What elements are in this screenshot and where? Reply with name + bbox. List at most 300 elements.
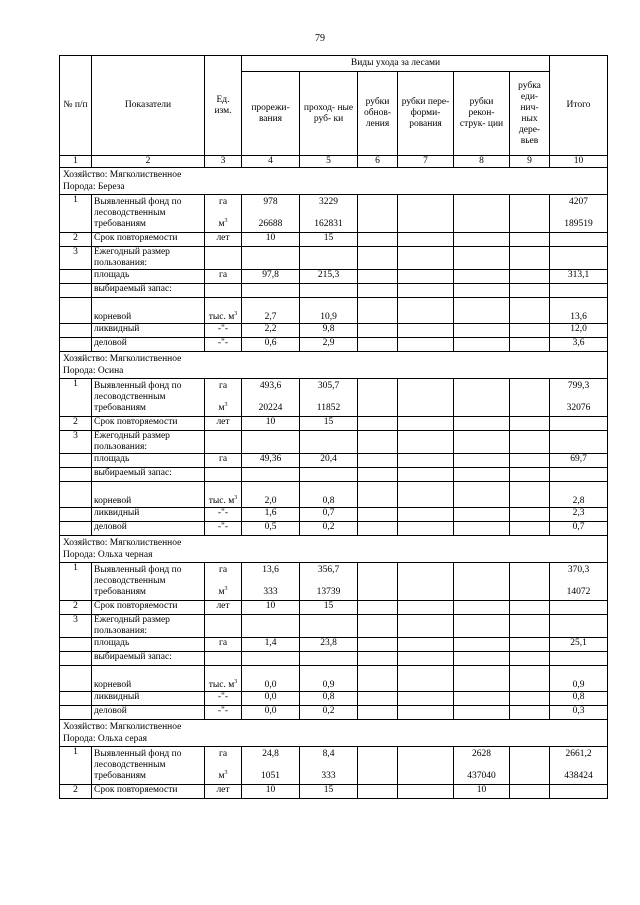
row-number: 2 [60,601,92,615]
row-unit [205,652,242,666]
value-c10 [550,652,608,666]
table-row [60,482,608,508]
value-c9 [510,652,550,666]
value-c6 [358,652,398,666]
value-c10 [550,563,608,601]
value-c6 [358,379,398,417]
value-c5: 0,8 [300,482,358,508]
value-c4 [242,379,300,417]
value-c7 [398,706,454,720]
row-number: 1 [60,747,92,785]
row-unit: лет [205,785,242,799]
value-area: 370,3 [567,565,590,575]
row-unit: -"- [205,338,242,352]
row-indicator: корневой [92,666,205,692]
value-c5: 0,8 [300,692,358,706]
value-c8 [454,338,510,352]
value-c5: 0,2 [300,706,358,720]
row-unit [205,615,242,638]
value-c4 [242,247,300,270]
row-indicator: корневой [92,298,205,324]
row-unit: га [205,270,242,284]
header-col7: рубки пере- форми- рования [398,72,454,156]
value-c9 [510,454,550,468]
value-c6 [358,785,398,799]
row-number [60,482,92,508]
row-unit: -"- [205,692,242,706]
value-c7 [398,601,454,615]
table-row [60,284,608,298]
row-unit [205,431,242,454]
value-c9 [510,417,550,431]
value-volume: 437040 [467,771,496,781]
value-c7 [398,233,454,247]
column-number-3: 3 [205,156,242,168]
value-c4: 10 [242,233,300,247]
value-volume: 26688 [258,219,283,229]
value-c9 [510,747,550,785]
section-header [60,168,608,195]
row-indicator: площадь [92,270,205,284]
value-c8 [454,454,510,468]
value-c10: 313,1 [550,270,608,284]
value-c5: 2,9 [300,338,358,352]
value-volume: $м^3$ [218,585,228,597]
value-c4 [242,615,300,638]
value-c9 [510,431,550,454]
value-c10: 69,7 [550,454,608,468]
row-indicator: выбираемый запас: [92,468,205,482]
value-c6 [358,270,398,284]
value-c10 [550,247,608,270]
header-unit: Ед. изм. [205,56,242,156]
column-number-2: 2 [92,156,205,168]
value-c6 [358,522,398,536]
table-row [60,417,608,431]
row-unit [205,195,242,233]
row-number: 2 [60,233,92,247]
table-row [60,652,608,666]
value-volume: $м^3$ [218,401,228,413]
value-c4: 2,7 [242,298,300,324]
value-c9 [510,379,550,417]
value-c7 [398,195,454,233]
row-indicator: Ежегодный размер пользования: [92,431,205,454]
value-c8 [454,563,510,601]
row-indicator: Ежегодный размер пользования: [92,247,205,270]
breed-label: Порода: Ольха черная [63,550,153,560]
row-indicator: корневой [92,482,205,508]
value-area: 8,4 [322,749,335,759]
row-number [60,666,92,692]
row-number [60,638,92,652]
table-row [60,522,608,536]
row-indicator: площадь [92,638,205,652]
farm-label: Хозяйство: Мягколиственное [63,722,182,732]
table-row [60,247,608,270]
value-c8 [454,508,510,522]
section-header [60,352,608,379]
value-c5 [300,195,358,233]
value-c6 [358,324,398,338]
value-c5 [300,615,358,638]
value-c4 [242,284,300,298]
value-c8 [454,324,510,338]
breed-label: Порода: Ольха серая [63,734,147,744]
table-row [60,431,608,454]
row-unit: лет [205,601,242,615]
table-row [60,468,608,482]
value-c10: 3,6 [550,338,608,352]
value-c10: 0,7 [550,522,608,536]
value-c7 [398,338,454,352]
value-area: га [218,749,228,759]
value-c9 [510,601,550,615]
value-c10 [550,747,608,785]
header-col6: рубки обнов- ления [358,72,398,156]
table-row [60,601,608,615]
value-c5: 0,9 [300,666,358,692]
value-area: га [218,197,228,207]
breed-label: Порода: Осина [63,366,124,376]
value-c7 [398,615,454,638]
header-num: № п/п [60,56,92,156]
value-c9 [510,563,550,601]
value-c10: 0,9 [550,666,608,692]
value-c7 [398,638,454,652]
row-unit: -"- [205,522,242,536]
value-c4 [242,747,300,785]
value-c7 [398,563,454,601]
value-c10 [550,785,608,799]
row-number [60,652,92,666]
value-c10: 0,8 [550,692,608,706]
value-c6 [358,417,398,431]
value-volume: 189519 [564,219,593,229]
value-c9 [510,468,550,482]
value-c8 [454,431,510,454]
value-c4: 0,6 [242,338,300,352]
value-area: га [218,381,228,391]
row-unit: лет [205,233,242,247]
value-c7 [398,482,454,508]
value-c4: 10 [242,601,300,615]
value-c9 [510,195,550,233]
header-col4: прорежи- вания [242,72,300,156]
value-c6 [358,615,398,638]
value-area: 13,6 [262,565,279,575]
value-c10 [550,601,608,615]
row-number [60,298,92,324]
value-c5: 15 [300,785,358,799]
value-c4: 0,5 [242,522,300,536]
value-c9 [510,615,550,638]
row-number: 3 [60,615,92,638]
row-indicator: Выявленный фонд по лесоводственным требованиям [92,379,205,417]
value-c4: 49,36 [242,454,300,468]
value-c9 [510,508,550,522]
value-volume: 333 [321,771,336,781]
value-volume: $м^3$ [218,769,228,781]
value-c8 [454,233,510,247]
value-area: 493,6 [259,381,282,391]
value-area: 24,8 [262,749,279,759]
row-unit [205,247,242,270]
value-c5: 15 [300,601,358,615]
value-c6 [358,601,398,615]
value-c7 [398,379,454,417]
value-c10 [550,431,608,454]
value-c5 [300,563,358,601]
row-number [60,468,92,482]
row-indicator: Срок повторяемости [92,785,205,799]
row-indicator: деловой [92,338,205,352]
row-indicator: деловой [92,706,205,720]
value-c8 [454,652,510,666]
table-row [60,233,608,247]
table-row [60,747,608,785]
value-c7 [398,508,454,522]
header-indicators: Показатели [92,56,205,156]
table-row [60,338,608,352]
value-c5 [300,379,358,417]
value-c8 [454,195,510,233]
value-c4: 2,0 [242,482,300,508]
row-indicator: ликвидный [92,324,205,338]
value-c6 [358,508,398,522]
row-number: 2 [60,785,92,799]
table-row [60,785,608,799]
section-header [60,536,608,563]
value-c7 [398,785,454,799]
value-c8: 10 [454,785,510,799]
value-c8 [454,706,510,720]
value-c6 [358,195,398,233]
value-c7 [398,247,454,270]
value-area: 2628 [472,749,491,759]
value-c10: 13,6 [550,298,608,324]
value-c8 [454,284,510,298]
row-indicator: Выявленный фонд по лесоводственным требованиям [92,563,205,601]
value-c9 [510,482,550,508]
value-c5: 15 [300,417,358,431]
value-volume: $м^3$ [218,217,228,229]
farm-label: Хозяйство: Мягколиственное [63,354,182,364]
row-unit: -"- [205,706,242,720]
value-c6 [358,638,398,652]
value-c6 [358,666,398,692]
value-volume: 162831 [314,219,343,229]
value-volume: 333 [263,587,278,597]
value-c10: 2,8 [550,482,608,508]
page-number: 79 [315,33,325,44]
row-indicator: площадь [92,454,205,468]
value-c6 [358,468,398,482]
value-c9 [510,324,550,338]
value-c10 [550,195,608,233]
value-c4: 0,0 [242,706,300,720]
value-area: 3229 [319,197,338,207]
value-volume: 14072 [566,587,591,597]
row-unit [205,468,242,482]
row-unit: лет [205,417,242,431]
value-volume: 1051 [261,771,280,781]
value-c7 [398,270,454,284]
value-c5 [300,431,358,454]
header-total: Итого [550,56,608,156]
value-c4: 0,0 [242,666,300,692]
table-row [60,454,608,468]
header-care-types: Виды ухода за лесами [242,56,550,72]
value-c4: 0,0 [242,692,300,706]
row-unit [205,379,242,417]
value-c6 [358,747,398,785]
row-unit [205,284,242,298]
value-c10: 12,0 [550,324,608,338]
value-c8 [454,601,510,615]
value-area: 4207 [569,197,589,207]
value-c9 [510,692,550,706]
value-c9 [510,666,550,692]
header-col5: проход- ные руб- ки [300,72,358,156]
row-indicator: деловой [92,522,205,536]
row-unit: -"- [205,508,242,522]
value-c10 [550,379,608,417]
value-c7 [398,298,454,324]
value-c8 [454,298,510,324]
row-indicator: Срок повторяемости [92,417,205,431]
value-c4 [242,431,300,454]
table-row [60,379,608,417]
row-indicator: выбираемый запас: [92,284,205,298]
table-row [60,615,608,638]
value-c7 [398,692,454,706]
value-c6 [358,454,398,468]
column-number-5: 5 [300,156,358,168]
table-row [60,324,608,338]
value-c10 [550,468,608,482]
value-area: 799,3 [567,381,590,391]
value-c8 [454,522,510,536]
value-area: 2661,2 [565,749,592,759]
value-area: 356,7 [317,565,340,575]
farm-label: Хозяйство: Мягколиственное [63,170,182,180]
row-indicator: выбираемый запас: [92,652,205,666]
breed-label: Порода: Береза [63,182,125,192]
value-c5 [300,652,358,666]
table-row [60,692,608,706]
value-c6 [358,706,398,720]
row-unit [205,747,242,785]
value-c5: 0,2 [300,522,358,536]
row-number: 3 [60,431,92,454]
value-c5: 9,8 [300,324,358,338]
row-unit: тыс. $м^3$ [205,298,242,324]
row-number [60,324,92,338]
header-col8: рубки рекон- струк- ции [454,72,510,156]
value-c4: 2,2 [242,324,300,338]
value-c9 [510,785,550,799]
table-row [60,563,608,601]
value-area: га [218,565,228,575]
row-number [60,692,92,706]
value-area: 978 [263,197,278,207]
value-c7 [398,747,454,785]
value-volume: 13739 [316,587,341,597]
section-header [60,720,608,747]
value-c9 [510,270,550,284]
value-volume: 32076 [566,403,591,413]
value-c7 [398,454,454,468]
row-indicator: ликвидный [92,508,205,522]
value-c10: 25,1 [550,638,608,652]
row-number [60,270,92,284]
row-number: 1 [60,379,92,417]
table-row [60,508,608,522]
value-c7 [398,652,454,666]
value-c10 [550,233,608,247]
farm-label: Хозяйство: Мягколиственное [63,538,182,548]
value-c9 [510,338,550,352]
column-numbers-row [60,156,608,168]
forest-care-table [59,55,608,799]
value-c5: 23,8 [300,638,358,652]
value-c8 [454,615,510,638]
value-c4 [242,195,300,233]
value-c7 [398,522,454,536]
row-unit: тыс. $м^3$ [205,482,242,508]
column-number-4: 4 [242,156,300,168]
column-number-6: 6 [358,156,398,168]
column-number-9: 9 [510,156,550,168]
value-c6 [358,431,398,454]
value-c8 [454,666,510,692]
table-row [60,638,608,652]
value-c7 [398,417,454,431]
value-c8 [454,747,510,785]
column-number-10: 10 [550,156,608,168]
row-indicator: ликвидный [92,692,205,706]
row-number [60,522,92,536]
value-c5: 20,4 [300,454,358,468]
row-number: 2 [60,417,92,431]
value-c5: 15 [300,233,358,247]
value-c8 [454,270,510,284]
value-c5: 10,9 [300,298,358,324]
value-volume: 11852 [316,403,341,413]
column-number-8: 8 [454,156,510,168]
table-row [60,270,608,284]
row-number: 1 [60,195,92,233]
value-c8 [454,638,510,652]
value-c4: 1,4 [242,638,300,652]
table-body [60,168,608,799]
value-c10 [550,615,608,638]
row-number [60,284,92,298]
row-number [60,706,92,720]
row-unit [205,563,242,601]
value-c6 [358,563,398,601]
value-c10: 2,3 [550,508,608,522]
row-unit: га [205,454,242,468]
value-c5 [300,284,358,298]
value-c6 [358,247,398,270]
value-area: 305,7 [317,381,340,391]
table-row [60,195,608,233]
value-c8 [454,692,510,706]
value-c5 [300,247,358,270]
value-c10 [550,284,608,298]
